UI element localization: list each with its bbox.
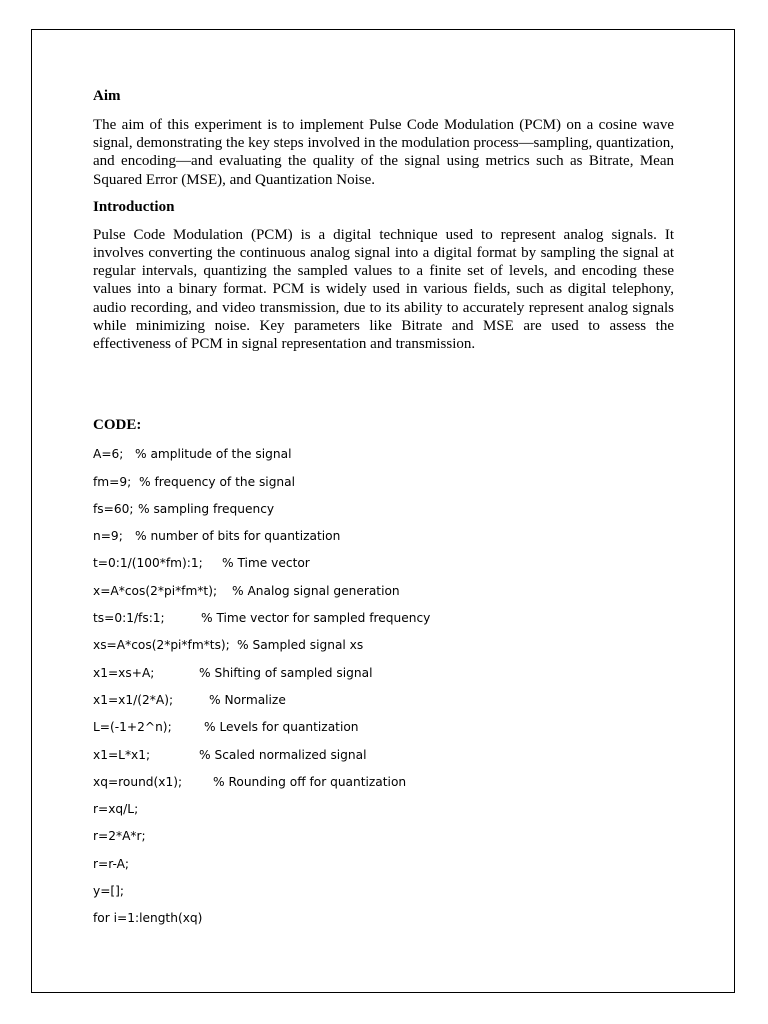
- aim-heading: Aim: [93, 88, 121, 104]
- code-line: [93, 687, 674, 714]
- introduction-heading: Introduction: [93, 198, 175, 215]
- code-line: [93, 632, 674, 659]
- code-statement: r=r-A;: [93, 856, 130, 871]
- code-line: [93, 742, 674, 769]
- code-statement: r=xq/L;: [93, 802, 139, 817]
- code-line: [93, 578, 674, 605]
- code-line: [93, 769, 674, 796]
- document-content: [93, 86, 674, 949]
- code-statement: xq=round(x1);: [93, 774, 183, 789]
- code-line: [93, 660, 674, 687]
- introduction-paragraph: Pulse Code Modulation (PCM) is a digital technique used to represent analog signals. It involves converting the continuous analog signal into a digital format by sampling the signal at regular intervals, quantizing the sampled values to a finite set of levels, and encoding these values into a binary format. PCM is widely used in various fields, such as digital telephony, audio recording, and video transmission, due to its ability to accurately represent analog signals while minimizing noise. Key parameters like Bitrate and MSE are used to assess the effectiveness of PCM in signal representation and transmission.: [93, 226, 674, 353]
- code-statement: fs=60;: [93, 501, 134, 516]
- code-statement: x=A*cos(2*pi*fm*t);: [93, 583, 218, 598]
- code-line: [93, 469, 674, 496]
- code-comment: % Scaled normalized signal: [199, 747, 367, 762]
- code-comment: % Rounding off for quantization: [213, 774, 407, 789]
- code-statement: x1=x1/(2*A);: [93, 692, 174, 707]
- code-line: [93, 823, 674, 850]
- code-statement: r=2*A*r;: [93, 829, 146, 844]
- code-statement: A=6;: [93, 447, 124, 462]
- code-comment: % amplitude of the signal: [135, 447, 292, 462]
- code-line: [93, 851, 674, 878]
- code-line: [93, 714, 674, 741]
- code-line: [93, 523, 674, 550]
- code-line: [93, 441, 674, 468]
- code-line: [93, 796, 674, 823]
- code-line: [93, 550, 674, 577]
- code-statement: x1=xs+A;: [93, 665, 155, 680]
- code-comment: % Analog signal generation: [232, 583, 400, 598]
- code-line: [93, 496, 674, 523]
- code-comment: % Sampled signal xs: [237, 638, 364, 653]
- code-comment: % Levels for quantization: [204, 720, 359, 735]
- code-comment: % Time vector for sampled frequency: [201, 611, 431, 626]
- code-line: [93, 605, 674, 632]
- code-comment: % sampling frequency: [138, 501, 275, 516]
- code-heading: CODE:: [93, 417, 142, 434]
- code-statement: t=0:1/(100*fm):1;: [93, 556, 203, 571]
- code-comment: % Shifting of sampled signal: [199, 665, 373, 680]
- code-statement: ts=0:1/fs:1;: [93, 611, 165, 626]
- code-comment: % Normalize: [209, 692, 286, 707]
- code-statement: fm=9;: [93, 474, 132, 489]
- code-comment: % frequency of the signal: [139, 474, 296, 489]
- code-statement: x1=L*x1;: [93, 747, 151, 762]
- code-comment: % Time vector: [222, 556, 310, 571]
- code-line: [93, 878, 674, 905]
- code-statement: L=(-1+2^n);: [93, 720, 172, 735]
- code-statement: y=[];: [93, 883, 125, 898]
- aim-paragraph: The aim of this experiment is to implement Pulse Code Modulation (PCM) on a cosine wave signal, demonstrating the key steps involved in the modulation process—sampling, quantization, and encoding—and evaluating the quality of the signal using metrics such as Bitrate, Mean Squared Error (MSE), and Quantization Noise.: [93, 117, 674, 188]
- code-comment: % number of bits for quantization: [135, 529, 341, 544]
- code-block: [93, 441, 674, 932]
- code-statement: for i=1:length(xq): [93, 911, 203, 926]
- code-line: [93, 905, 674, 932]
- code-statement: xs=A*cos(2*pi*fm*ts);: [93, 638, 230, 653]
- code-statement: n=9;: [93, 529, 123, 544]
